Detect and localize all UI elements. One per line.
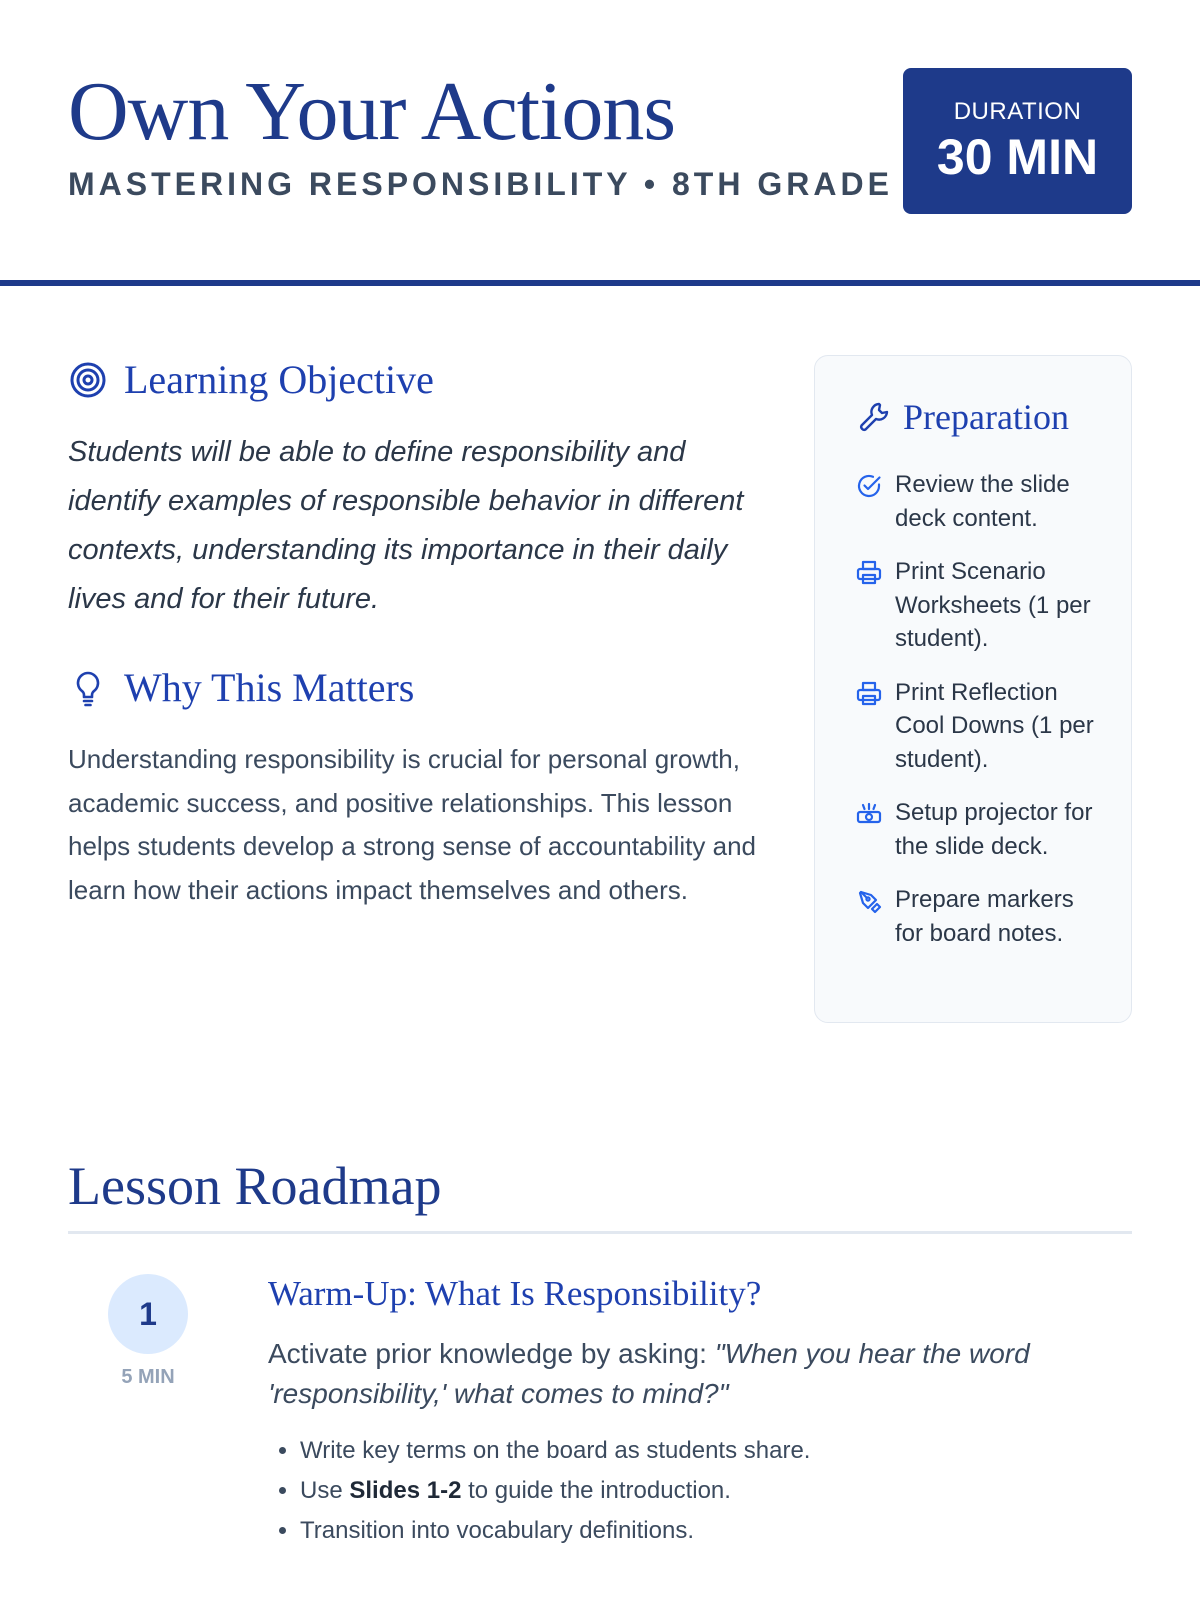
preparation-item-text: Prepare markers for board notes. xyxy=(895,886,1074,947)
duration-label: DURATION xyxy=(953,98,1082,125)
list-item xyxy=(855,676,1095,777)
step-bullet-list xyxy=(268,1431,1100,1551)
printer-icon xyxy=(855,680,883,708)
objective-heading xyxy=(68,356,434,403)
preparation-item-text: Setup projector for the slide deck. xyxy=(895,799,1093,860)
list-item xyxy=(300,1471,1100,1511)
marker-icon xyxy=(855,887,883,915)
why-heading xyxy=(68,664,414,711)
bullet-text: Transition into vocabulary definitions. xyxy=(300,1517,694,1544)
duration-value: 30 MIN xyxy=(936,129,1099,185)
roadmap-heading: Lesson Roadmap xyxy=(68,1156,442,1216)
preparation-card xyxy=(814,355,1132,1023)
wrench-icon xyxy=(857,400,891,434)
list-item xyxy=(855,468,1095,535)
list-item xyxy=(300,1431,1100,1471)
why-heading-label: Why This Matters xyxy=(124,665,415,710)
list-item xyxy=(855,555,1095,656)
list-item xyxy=(855,796,1095,863)
lightbulb-icon xyxy=(68,668,108,708)
list-item xyxy=(300,1511,1100,1551)
preparation-item-text: Print Reflection Cool Downs (1 per student). xyxy=(895,678,1094,773)
step-title: Warm-Up: What Is Responsibility? xyxy=(268,1274,762,1313)
preparation-item-text: Review the slide deck content. xyxy=(895,471,1070,532)
preparation-item-text: Print Scenario Worksheets (1 per student). xyxy=(895,558,1091,652)
page-subtitle: MASTERING RESPONSIBILITY • 8TH GRADE xyxy=(68,166,893,202)
printer-icon xyxy=(855,559,883,587)
objective-heading-label: Learning Objective xyxy=(124,357,434,402)
roadmap-divider xyxy=(68,1231,1132,1234)
projector-icon xyxy=(855,800,883,828)
check-circle-icon xyxy=(855,472,883,500)
bullet-text: Use xyxy=(300,1477,350,1504)
step-number-badge: 1 xyxy=(108,1274,188,1354)
page-title: Own Your Actions xyxy=(68,65,676,158)
why-text: Understanding responsibility is crucial for personal growth, academic success, and positive relationships. This lesson helps students develop a strong sense of accountability and learn how their actions impact themselves and others. xyxy=(68,744,757,905)
preparation-heading xyxy=(857,396,1069,438)
bullet-text: to guide the introduction. xyxy=(461,1477,731,1504)
bullet-emphasis: Slides 1-2 xyxy=(349,1477,462,1504)
duration-badge xyxy=(903,68,1132,214)
header-divider xyxy=(0,280,1200,286)
step-description-quote: "When you hear the word 'responsibility,' what comes to mind?" xyxy=(268,1338,1030,1409)
step-description-text: Activate prior knowledge by asking: xyxy=(268,1338,715,1369)
bullet-text: Write key terms on the board as students share. xyxy=(300,1437,811,1464)
list-item xyxy=(855,883,1095,950)
preparation-list xyxy=(855,468,1095,970)
step-duration: 5 MIN xyxy=(121,1366,175,1388)
preparation-heading-label: Preparation xyxy=(903,397,1069,437)
lesson-header xyxy=(68,62,1132,232)
target-icon xyxy=(68,360,108,400)
objective-text: Students will be able to define responsibility and identify examples of responsible behavior in different contexts, understanding its importance in their daily lives and for their future. xyxy=(68,436,744,615)
step-description xyxy=(268,1334,1098,1414)
